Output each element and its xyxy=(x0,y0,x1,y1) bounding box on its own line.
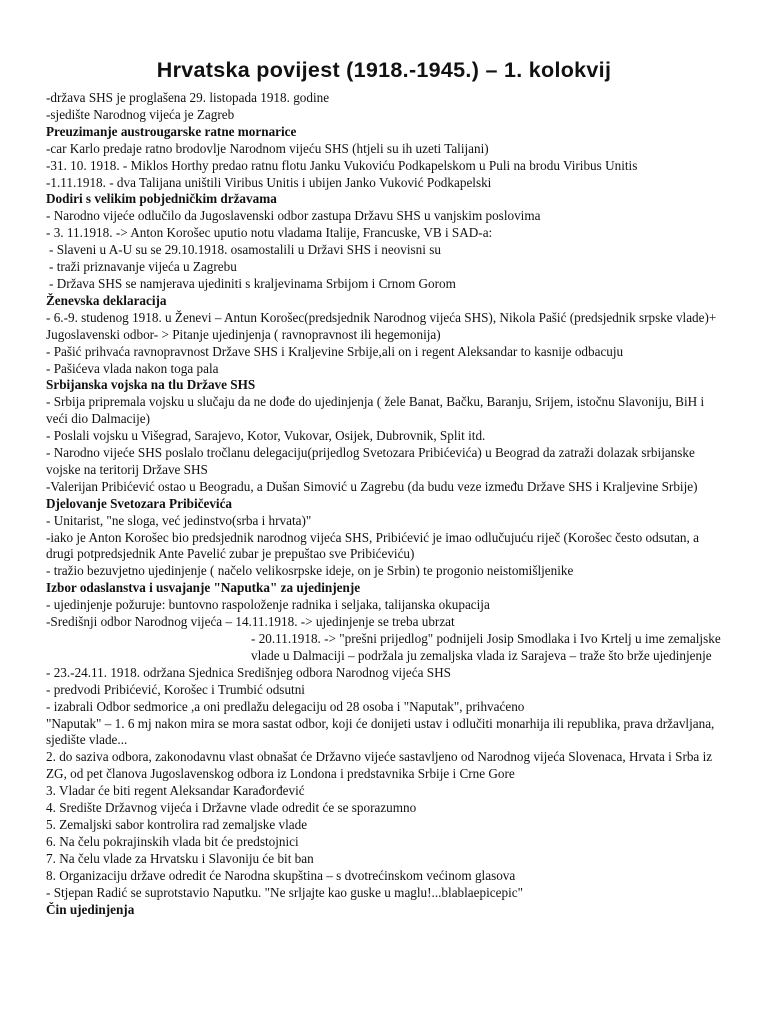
section-heading: Čin ujedinjenja xyxy=(46,901,135,917)
text-line: - Poslali vojsku u Višegrad, Sarajevo, Kotor, Vukovar, Osijek, Dubrovnik, Split itd. xyxy=(46,428,486,444)
text-line: - Narodno vijeće odlučilo da Jugoslavenski odbor zastupa Državu SHS u vanjskim poslovima xyxy=(46,208,541,224)
text-line: - ujedinjenje požuruje: buntovno raspoloženje radnika i seljaka, talijanska okupacija xyxy=(46,597,490,613)
section-heading: Dodiri s velikim pobjedničkim državama xyxy=(46,191,277,207)
text-line: -Valerijan Pribićević ostao u Beogradu, a Dušan Simović u Zagrebu (da budu veze između Države SHS i Kraljevine Srbije) xyxy=(46,478,698,494)
document-title: Hrvatska povijest (1918.-1945.) – 1. kolokvij xyxy=(156,58,612,82)
section-heading: Preuzimanje austrougarske ratne mornarice xyxy=(46,123,297,139)
text-line: -sjedište Narodnog vijeća je Zagreb xyxy=(46,106,235,122)
text-line: -31. 10. 1918. - Miklos Horthy predao ratnu flotu Janku Vukoviću Podkapelskom u Puli na brodu Viribus Unitis xyxy=(46,157,638,173)
text-line: 3. Vladar će biti regent Aleksandar Karađorđević xyxy=(46,783,305,799)
text-line: - Pašić prihvaća ravnopravnost Države SHS i Kraljevine Srbije,ali on i regent Aleksandar to kasnije odbacuju xyxy=(46,343,624,359)
text-line: - 23.-24.11. 1918. održana Sjednica Središnjeg odbora Narodnog vijeća SHS xyxy=(46,664,451,680)
text-line: 4. Središte Državnog vijeća i Državne vlade odredit će se sporazumno xyxy=(46,800,417,816)
text-line: -Središnji odbor Narodnog vijeća – 14.11.1918. -> ujedinjenje se treba ubrzat xyxy=(46,614,455,630)
text-line: 7. Na čelu vlade za Hrvatsku i Slavoniju će bit ban xyxy=(46,850,314,866)
text-line: 6. Na čelu pokrajinskih vlada bit će predstojnici xyxy=(46,833,299,849)
text-line: - predvodi Pribićević, Korošec i Trumbić odsutni xyxy=(46,681,305,697)
text-line: - Stjepan Radić se suprotstavio Naputku. "Ne srljajte kao guske u maglu!...blablaepicepic" xyxy=(46,884,523,900)
text-line: "Naputak" – 1. 6 mj nakon mira se mora sastat odbor, koji će donijeti ustav i odlučiti monarhija ili republika, prava državljana, sjedište vlade... xyxy=(46,715,715,748)
text-line: - Srbija pripremala vojsku u slučaju da ne dođe do ujedinjenja ( žele Banat, Bačku, Baranju, Srijem, istočnu Slavoniju, BiH i veći dio Dalmacije) xyxy=(46,394,705,427)
text-line: 8. Organizaciju države odredit će Narodna skupština – s dvotrećinskom većinom glasova xyxy=(46,867,516,883)
document-page xyxy=(46,56,722,918)
section-heading: Djelovanje Svetozara Pribičevića xyxy=(46,495,233,511)
text-line: - 3. 11.1918. -> Anton Korošec uputio notu vladama Italije, Francuske, VB i SAD-a: xyxy=(46,225,493,241)
text-line: - Unitarist, "ne sloga, već jedinstvo(srba i hrvata)" xyxy=(46,512,312,528)
text-line: -car Karlo predaje ratno brodovlje Narodnom vijeću SHS (htjeli su ih uzeti Talijani) xyxy=(46,140,489,156)
document-body xyxy=(46,90,722,918)
text-line: - Država SHS se namjerava ujediniti s kraljevinama Srbijom i Crnom Gorom xyxy=(49,275,456,291)
text-line: 2. do saziva odbora, zakonodavnu vlast obnašat će Državno vijeće sastavljeno od Narodnog vijeća Slovenaca, Hrvata i Srba iz ZG, od pet članova Jugoslavenskog odbora iz Londona i predstavnika Srbije i Crne Gore xyxy=(46,749,713,782)
text-line: - 20.11.1918. -> "prešni prijedlog" podnijeli Josip Smodlaka i Ivo Krtelj u ime zemaljske vlade u Dalmaciji – podržala ju zemaljska vlada iz Sarajeva – traže što brže ujedinjenje xyxy=(251,631,721,663)
text-line: - 6.-9. studenog 1918. u Ženevi – Antun Korošec(predsjednik Narodnog vijeća SHS), Nikola Pašić (predsjednik srpske vlade)+ Jugoslavenski odbor- > Pitanje ujedinjenja ( ravnopravnost ili hegemonija) xyxy=(46,309,717,342)
text-line: - izabrali Odbor sedmorice ,a oni predlažu delegaciju od 28 osoba i "Naputak", prihvaćeno xyxy=(46,698,525,714)
text-line: - tražio bezuvjetno ujedinjenje ( načelo velikosrpske ideje, on je Srbin) te progonio neistomišljenike xyxy=(46,563,574,579)
section-heading: Izbor odaslanstva i usvajanje "Naputka" za ujedinjenje xyxy=(46,580,361,596)
section-heading: Ženevska deklaracija xyxy=(46,292,167,308)
section-heading: Srbijanska vojska na tlu Države SHS xyxy=(46,377,256,393)
text-line: -država SHS je proglašena 29. listopada 1918. godine xyxy=(46,90,330,105)
text-line: 5. Zemaljski sabor kontrolira rad zemaljske vlade xyxy=(46,816,308,832)
text-line: - traži priznavanje vijeća u Zagrebu xyxy=(49,259,237,275)
text-line: -1.11.1918. - dva Talijana uništili Viribus Unitis i ubijen Janko Vuković Podkapelski xyxy=(46,174,492,190)
text-line: - Narodno vijeće SHS poslalo tročlanu delegaciju(prijedlog Svetozara Pribićevića) u Beograd da zatraži dolazak srbijanske vojske na teritorij Države SHS xyxy=(46,445,695,477)
text-line: - Pašićeva vlada nakon toga pala xyxy=(46,360,219,376)
text-line: - Slaveni u A-U su se 29.10.1918. osamostalili u Državi SHS i neovisni su xyxy=(49,242,441,258)
text-line: -iako je Anton Korošec bio predsjednik narodnog vijeća SHS, Pribićević je imao odlučujuću riječ (Korošec često odsutan, a drugi potpredsjednik Ante Pavelić zubar je prepuštao sve Pribićeviću) xyxy=(46,529,699,562)
